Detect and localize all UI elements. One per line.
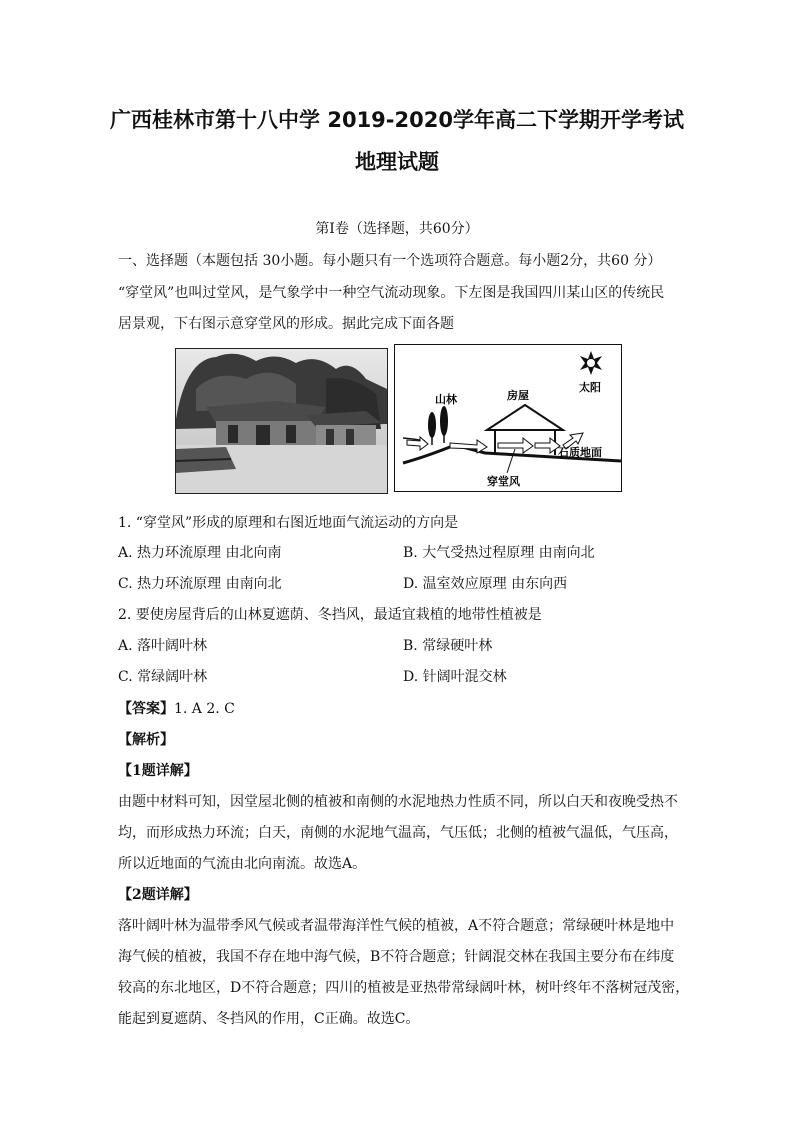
q1-option-c: C. 热力环流原理 由南向北	[118, 576, 282, 592]
q2-option-b: B. 常绿硬叶林	[403, 638, 493, 654]
detail2-label: 【2题详解】	[118, 887, 198, 903]
detail1-line-3: 所以近地面的气流由北向南流。故选A。	[118, 856, 367, 872]
sun-icon	[580, 351, 602, 375]
label-sun: 太阳	[579, 382, 601, 394]
q2-option-c: C. 常绿阔叶林	[118, 669, 208, 685]
wind-diagram	[394, 344, 622, 492]
passage-line-2: 居景观，下右图示意穿堂风的形成。据此完成下面各题	[118, 316, 454, 332]
q1-option-a: A. 热力环流原理 由北向南	[118, 545, 282, 561]
answer-text: 1. A 2. C	[174, 701, 235, 717]
document-title-line1: 广西桂林市第十八中学 2019-2020学年高二下学期开学考试	[110, 108, 684, 132]
instructions: 一、选择题（本题包括 30小题。每小题只有一个选项符合题意。每小题2分，共60 分）	[118, 253, 662, 269]
detail2-line-3: 较高的东北地区，D不符合题意；四川的植被是亚热带常绿阔叶林，树叶终年不落树冠茂密，	[118, 980, 690, 996]
q1-stem: 1. “穿堂风”形成的原理和右图近地面气流运动的方向是	[118, 515, 459, 531]
document-title-line2: 地理试题	[355, 150, 439, 174]
passage-line-1: “穿堂风”也叫过堂风，是气象学中一种空气流动现象。下左图是我国四川某山区的传统民	[118, 285, 665, 301]
answer-label: 【答案】	[118, 701, 174, 717]
label-forest: 山林	[435, 394, 457, 406]
q1-option-d: D. 温室效应原理 由东向西	[403, 576, 568, 592]
label-house: 房屋	[507, 390, 529, 402]
detail1-line-1: 由题中材料可知，因堂屋北侧的植被和南侧的水泥地热力性质不同，所以白天和夜晚受热不	[118, 794, 678, 810]
detail1-line-2: 均，而形成热力环流；白天，南侧的水泥地气温高，气压低；北侧的植被气温低，气压高，	[118, 825, 678, 841]
q2-option-a: A. 落叶阔叶林	[118, 638, 208, 654]
label-ground: 石质地面	[558, 447, 602, 459]
figure	[175, 344, 621, 492]
section-heading: 第Ⅰ卷（选择题，共60分）	[315, 221, 479, 237]
house-photo	[175, 348, 388, 494]
label-wind: 穿堂风	[487, 476, 520, 488]
detail2-line-4: 能起到夏遮荫、冬挡风的作用，C正确。故选C。	[118, 1011, 420, 1027]
analysis-label: 【解析】	[118, 732, 174, 748]
detail2-line-1: 落叶阔叶林为温带季风气候或者温带海洋性气候的植被，A不符合题意；常绿硬叶林是地中	[118, 918, 675, 934]
q1-option-b: B. 大气受热过程原理 由南向北	[403, 545, 595, 561]
detail2-line-2: 海气候的植被，我国不存在地中海气候，B不符合题意；针阔混交林在我国主要分布在纬度	[118, 949, 675, 965]
q2-stem: 2. 要使房屋背后的山林夏遮荫、冬挡风，最适宜栽植的地带性植被是	[118, 607, 542, 623]
detail1-label: 【1题详解】	[118, 763, 198, 779]
answer-line	[118, 698, 235, 718]
q2-option-d: D. 针阔叶混交林	[403, 669, 507, 685]
